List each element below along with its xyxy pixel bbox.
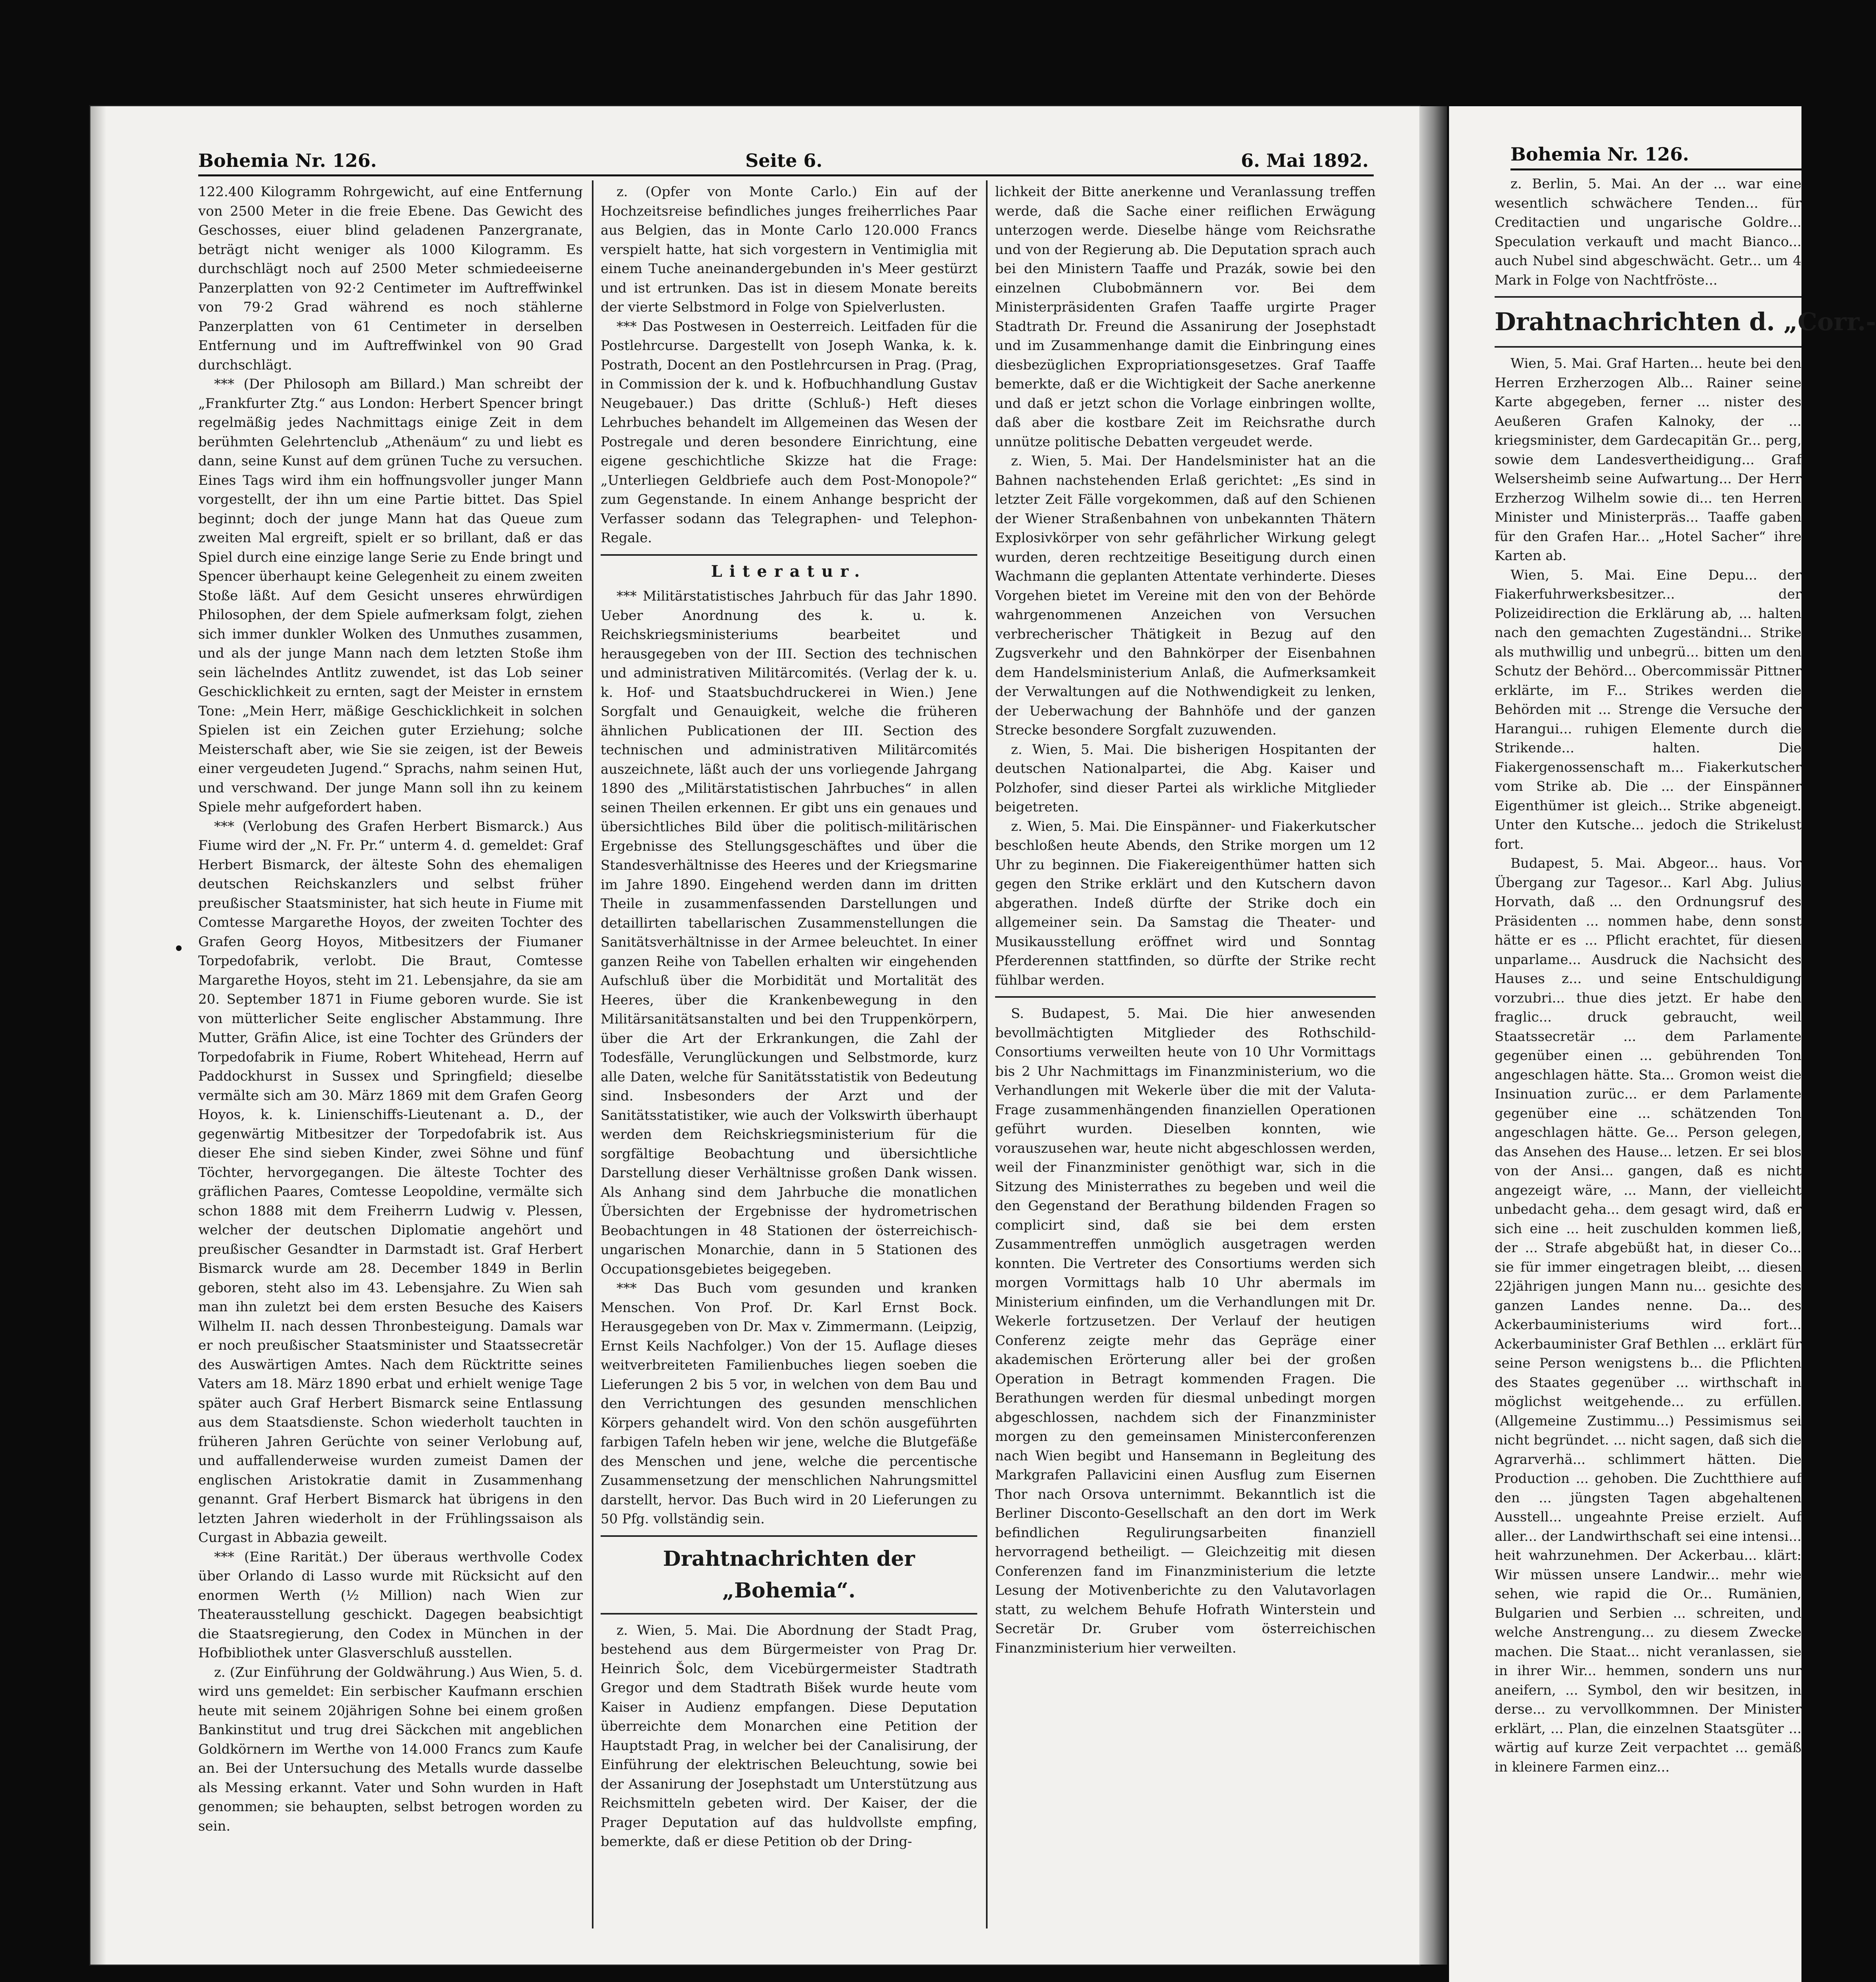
article-verlobung-bismarck: *** (Verlobung des Grafen Herbert Bismarck.) Aus Fiume wird der „N. Fr. Pr.“ unterm 4. d. gemeldet: Graf Herbert Bismarck, der älteste Sohn des ehemaligen deutschen Reichskanzlers und selbst früher preußischer Staatsminister, hat sich heute in Fiume mit Comtesse Margarethe Hoyos, der zweiten Tochter des Grafen Georg Hoyos, Mitbesitzers der Fiumaner Torpedofabrik, verlobt. Die Braut, Comtesse Margarethe Hoyos, steht im 21. Lebensjahre, da sie am 20. September 1871 in Fiume geboren wurde. Sie ist von mütterlicher Seite englischer Abstammung. Ihre Mutter, Gräfin Alice, ist eine Tochter des Gründers der Torpedofabrik in Fiume, Robert Whitehead, Herrn auf Paddockhurst in Sussex und Springfield; dieselbe vermälte sich am 30. März 1869 mit dem Grafen Georg Hoyos, k. k. Linienschiffs-Lieutenant a. D., der gegenwärtig Mitbesitzer der Torpedofabrik ist. Aus dieser Ehe sind sieben Kinder, zwei Söhne und fünf Töchter, hervorgegangen. Die älteste Tochter des gräflichen Paares, Comtesse Leopoldine, vermälte sich schon 1888 mit dem Freiherrn Ludwig v. Plessen, welcher der deutschen Diplomatie angehört und preußischer Gesandter in Darmstadt ist. Graf Herbert Bismarck wurde am 28. December 1849 in Berlin geboren, steht also im 43. Lebensjahre. Zu Wien sah man ihn zuletzt bei dem ersten Besuche des Kaisers Wilhelm II. nach dessen Thronbesteigung. Damals war er noch preußischer Staatsminister und Staatssecretär des Auswärtigen Amtes. Nach dem Rücktritte seines Vaters am 18. März 1890 erbat und erhielt wenige Tage später auch Graf Herbert Bismarck seine Entlassung aus dem Staatsdienste. Schon wiederholt tauchten in früheren Jahren Gerüchte von seiner Verlobung auf, und auffallenderweise wurden zumeist Damen der englischen Aristokratie damit in Zusammenhang genannt. Graf Herbert Bismarck hat übrigens in den letzten Jahren wiederholt in der Frühlingssaison als Curgast in Abbazia geweilt. xyxy=(198,818,583,1546)
section-rule xyxy=(601,554,977,556)
column-rule-2 xyxy=(986,180,988,1928)
telegram-handelsminister: z. Wien, 5. Mai. Der Handelsminister hat an die Bahnen nachstehenden Erlaß gerichtet: „Es sind in letzter Zeit Fälle vorgekommen, daß auf den Schienen der Wiener Straßenbahnen von unbekannten Thätern Explosivkörper von sehr gefährlicher Wirkung gelegt wurden, deren rechtzeitige Beseitigung durch einen Wachmann die geplanten Attentate verhinderte. Dieses Vorgehen bietet im Vereine mit den von der Behörde wahrgenommenen Anzeichen von Versuchen verbrecherischer Thätigkeit in Bezug auf den Zugsverkehr und den Bahnkörper der Eisenbahnen dem Handelsministerium Anlaß, die Aufmerksamkeit der Verwaltungen auf die Nothwendigkeit zu lenken, der Ueberwachung der Bahnhöfe und der ganzen Strecke besondere Sorgfalt zuzuwenden. xyxy=(995,453,1376,738)
section-rule xyxy=(995,996,1376,998)
drahtnachrichten-heading: Drahtnachrichten der „Bohemia“. xyxy=(663,1546,915,1603)
telegram-hospitanten: z. Wien, 5. Mai. Die bisherigen Hospitanten der deutschen Nationalpartei, die Abg. Kaiser und Polzhofer, sind dieser Partei als wirkliche Mitglieder beigetreten. xyxy=(995,741,1376,815)
right-column xyxy=(1495,174,1876,1966)
right-masthead: Bohemia Nr. 126. xyxy=(1510,143,1689,165)
section-rule xyxy=(1495,296,1801,298)
article-monte-carlo: z. (Opfer von Monte Carlo.) Ein auf der Hochzeitsreise befindliches junges freiherrliches Paar aus Belgien, das in Monte Carlo 120.000 Francs verspielt hatte, hat sich vorgestern in Ventimiglia mit einem Tuche aneinandergebunden in's Meer gestürzt und ist ertrunken. Das ist in diesem Monate bereits der vierte Selbstmord in Folge von Spielverlusten. xyxy=(601,184,977,315)
issue-date: 6. Mai 1892. xyxy=(1241,150,1369,171)
column-rule-1 xyxy=(592,180,593,1928)
margin-mark xyxy=(176,945,182,951)
telegram-budapest-rothschild: S. Budapest, 5. Mai. Die hier anwesenden bevollmächtigten Mitglieder des Rothschild-Consortiums verweilten heute von 10 Uhr Vormittags bis 2 Uhr Nachmittags im Finanzministerium, wo die Verhandlungen mit Wekerle über die mit der Valuta-Frage zusammenhängenden finanziellen Operationen geführt wurden. Dieselben konnten, wie vorauszusehen war, heute nicht abgeschlossen werden, weil der Finanzminister genöthigt war, sich in die Sitzung des Ministerrathes zu begeben und weil die den Gegenstand der Berathung bildenden Fragen so complicirt sind, daß sie bei dem ersten Zusammentreffen unmöglich ausgetragen werden konnten. Die Vertreter des Consortiums werden sich morgen Vormittags halb 10 Uhr abermals im Ministerium einfinden, um die Verhandlungen mit Dr. Wekerle fortzusetzen. Der Verlauf der heutigen Conferenz zeigte mehr das Gepräge einer akademischen Erörterung aller bei der großen Operation in Betragt kommenden Fragen. Die Berathungen werden für diesmal unbedingt morgen abgeschlossen, nachdem sich der Finanzminister morgen zu den gemeinsamen Ministerconferenzen nach Wien begibt und Hansemann in Begleitung des Markgrafen Pallavicini einen Ausflug zum Eisernen Thor nach Orsova unternimmt. Bekanntlich ist die Berliner Disconto-Gesellschaft an den dort im Werk befindlichen Regulirungsarbeiten finanziell hervorragend betheiligt. — Gleichzeitig mit diesen Conferenzen fand im Finanzministerium die letzte Lesung der Motivenberichte zu den Valutavorlagen statt, zu welchem Behufe Hofrath Winterstein und Secretär Dr. Gruber vom österreichischen Finanzministerium hier verweilten. xyxy=(995,1006,1376,1656)
literatur-heading: Literatur. xyxy=(711,562,867,581)
article-panzergeschuetz: 122.400 Kilogramm Rohrgewicht, auf eine Entfernung von 2500 Meter in die freie Ebene. Das Gewicht des Geschosses, eiuer blind geladenen Panzergranate, beträgt nicht weniger als 1000 Kilogramm. Es durchschlägt noch auf 2500 Meter schmiedeeiserne Panzerplatten von 92·2 Centimeter im Auftreffwinkel von 79·2 Grad während es noch stählerne Panzerplatten von 61 Centimeter in derselben Entfernung und im Auftreffwinkel von 90 Grad durchschlägt. xyxy=(198,184,583,373)
review-militaerstatistik: *** Militärstatistisches Jahrbuch für das Jahr 1890. Ueber Anordnung des k. u. k. Reichskriegsministeriums bearbeitet und herausgegeben von der III. Section des technischen und administrativen Militärcomités. (Verlag der k. u. k. Hof- und Staatsbuchdruckerei in Wien.) Jene Sorgfalt und Genauigkeit, welche die früheren ähnlichen Publicationen der III. Section des technischen und administrativen Militärcomités auszeichnete, läßt auch der uns vorliegende Jahrgang 1890 des „Militärstatistischen Jahrbuches“ in allen seinen Theilen erkennen. Er gibt uns ein genaues und übersichtliches Bild über die politisch-militärischen Ergebnisse des Stellungsgeschäftes und über die Standesverhältnisse des Heeres und der Kriegsmarine im Jahre 1890. Eingehend werden dann im dritten Theile in zusammenfassenden Darstellungen und detaillirten tabellarischen Zusammenstellungen die Sanitätsverhältnisse in der Armee beleuchtet. In einer ganzen Reihe von Tabellen erhalten wir eingehenden Aufschluß über die Morbidität und Mortalität des Heeres, über die Krankenbewegung in den Militärsanitätsanstalten und bei den Truppenkörpern, über die Art der Erkrankungen, die Zahl der Todesfälle, Verunglückungen und Selbstmorde, kurz alle Daten, welche für Sanitätsstatistik von Bedeutung sind. Insbesonders der Arzt und der Sanitätsstatistiker, wie auch der Volkswirth überhaupt werden dem Reichskriegsministerium für die sorgfältige Beobachtung und übersichtliche Darstellung dieser Verhältnisse großen Dank wissen. Als Anhang sind dem Jahrbuche die monatlichen Übersichten der Ergebnisse der hydrometrischen Beobachtungen in 48 Stationen der österreichisch-ungarischen Monarchie, dann in 5 Stationen des Occupationsgebietes beigegeben. xyxy=(601,588,977,1277)
article-raritaet: *** (Eine Rarität.) Der überaus werthvolle Codex über Orlando di Lasso wurde mit Rücksicht auf den enormen Werth (½ Million) nach Wien zur Theaterausstellung geschickt. Dagegen beabsichtigt die Staatsregierung, den Codex in München in der Hofbibliothek unter Glasverschluß ausstellen. xyxy=(198,1549,583,1661)
review-buch-gesunden-menschen: *** Das Buch vom gesunden und kranken Menschen. Von Prof. Dr. Karl Ernst Bock. Herausgegeben von Dr. Max v. Zimmermann. (Leipzig, Ernst Keils Nachfolger.) Von der 15. Auflage dieses weitverbreiteten Familienbuches liegen soeben die Lieferungen 2 bis 5 vor, in welchen von dem Bau und den Verrichtungen des gesunden menschlichen Körpers gehandelt wird. Von den schön ausgeführten farbigen Tafeln heben wir jene, welche die Blutgefäße des Menschen und jene, welche die percentische Zusammensetzung der menschlichen Nahrungsmittel darstellt, hervor. Das Buch wird in 20 Lieferungen zu 50 Pfg. vollständig sein. xyxy=(601,1280,977,1527)
telegram-continuation: lichkeit der Bitte anerkenne und Veranlassung treffen werde, daß die Sache einer reiflichen Erwägung unterzogen werde. Dieselbe hänge vom Reichsrathe und von der Regierung ab. Die Deputation sprach auch bei den Ministern Taaffe und Prazák, sowie bei den einzelnen Clubobmännern vor. Bei dem Ministerpräsidenten Grafen Taaffe urgirte Prager Stadtrath Dr. Freund die Assanirung der Josephstadt und im Zusammenhange damit die Einbringung eines diesbezüglichen Expropriationsgesetzes. Graf Taaffe bemerkte, daß er die Wichtigkeit der Sache anerkenne und daß er jetzt schon die Vorlage einbringen wollte, daß aber die kostbare Zeit im Reichsrathe durch unnütze politische Debatten vergeudet werde. xyxy=(995,184,1376,450)
page-number: Seite 6. xyxy=(745,150,823,171)
article-postwesen: *** Das Postwesen in Oesterreich. Leitfaden für die Postlehrcurse. Dargestellt von Joseph Wanka, k. k. Postrath, Docent an den Postlehrcursen in Prag. (Prag, in Commission der k. und k. Hofbuchhandlung Gustav Neugebauer.) Das dritte (Schluß-) Heft dieses Lehrbuches behandelt im Allgemeinen das Wesen der Postregale und deren besondere Einrichtung, eine eigene geschichtliche Skizze hat die Frage: „Unterliegen Geldbriefe auch dem Post-Monopole?“ zum Gegenstande. In einem Anhange bespricht der Verfasser sodann das Telegraphen- und Telephon-Regale. xyxy=(601,318,977,546)
column-1 xyxy=(198,182,583,1919)
right-drahtnachrichten-heading: Drahtnachrichten d. „Corr.- xyxy=(1495,307,1876,336)
page-edge-shadow xyxy=(90,106,106,1965)
telegram-fiaker-strike: z. Wien, 5. Mai. Die Einspänner- und Fiakerkutscher beschloßen heute Abends, den Strike morgen um 12 Uhr zu beginnen. Die Fiakereigenthümer hatten sich gegen den Strike erklärt und den Kutschern davon abgerathen. Indeß dürfte der Strike doch ein allgemeiner sein. Da Samstag die Theater- und Musikausstellung eröffnet wird und Sonntag Pferderennen stattfinden, so dürfte der Strike recht fühlbar werden. xyxy=(995,818,1376,988)
right-telegram-berlin: z. Berlin, 5. Mai. An der ... war eine wesentlich schwächere Tenden... für Creditactien und ungarische Goldre... Speculation verkauft und macht Bianco... auch Nubel sind abgeschwächt. Getr... um 4 Mark in Folge von Nachtfröste... xyxy=(1495,176,1801,288)
article-goldwaehrung: z. (Zur Einführung der Goldwährung.) Aus Wien, 5. d. wird uns gemeldet: Ein serbischer Kaufmann erschien heute mit seinem 20jährigen Sohne bei einem großen Bankinstitut und trug drei Säckchen mit angeblichen Goldkörnern im Werthe von 14.000 Francs zum Kaufe an. Bei der Untersuchung des Metalls wurde dasselbe als Messing erkannt. Vater und Sohn wurden in Haft genommen; sie behaupten, selbst betrogen worden zu sein. xyxy=(198,1664,583,1834)
right-telegram-wien-harten: Wien, 5. Mai. Graf Harten... heute bei den Herren Erzherzogen Alb... Rainer seine Karte abgegeben, ferner ... nister des Aeußeren Grafen Kalnoky, der ... kriegsminister, dem Gardecapitän Gr... perg, sowie dem Landesvertheidigung... Graf Welsersheimb seine Aufwartung... Der Herr Erzherzog Wilhelm sowie di... ten Herren Minister und Ministerpräs... Taaffe gaben für den Grafen Har... „Hotel Sacher“ ihre Karten ab. xyxy=(1495,356,1801,564)
masthead: Bohemia Nr. 126. xyxy=(198,150,377,171)
right-telegram-budapest: Budapest, 5. Mai. Abgeor... haus. Vor Übergang zur Tagesor... Karl Abg. Julius Horvath, daß ... den Ordnungsruf des Präsidenten ... nommen habe, denn sonst hätte er es ... Pflicht erachtet, für diesen unparlame... Ausdruck die Nachsicht des Hauses z... und seine Entschuldigung vorzubri... thue dies jetzt. Er habe den fraglic... druck gebraucht, weil Staatssecretär ... dem Parlamente gegenüber einen ... gebührenden Ton angeschlagen hätte. Sta... Gromon weist die Insinuation zurüc... er dem Parlamente gegenüber eine ... schätzenden Ton angeschlagen hätte. Ge... Person gelegen, das Ansehen des Hause... letzen. Er sei blos von der Ansi... gangen, daß es nicht angezeigt wäre, ... Mann, der vielleicht unbedacht geha... dem gesagt wird, daß er sich eine ... heit zuschulden kommen ließ, der ... Strafe abgebüßt hat, in dieser Co... sie für immer eingetragen bleibt, ... diesen 22jährigen jungen Mann nu... gesichte des ganzen Landes nenne. Da... des Ackerbauministeriums wird fort... Ackerbauminister Graf Bethlen ... erklärt für seine Person wenigstens b... die Pflichten des Staates gegenüber ... wirthschaft in möglichst weitgehende... zu erfüllen. (Allgemeine Zustimmu...) Pessimismus sei nicht begründet. ... nicht sagen, daß sich die Agrarverhä... schlimmert hätten. Die Production ... gehoben. Die Zuchtthiere auf den ... jüngsten Tagen abgehaltenen Ausstell... ungeahnte Preise erzielt. Auf aller... der Landwirthschaft sei eine intensi... heit wahrzunehmen. Der Ackerbau... klärt: Wir müssen unsere Landwir... mehr wie sehen, wie rapid die Or... Rumänien, Bulgarien und Serbien ... schreiten, und welche Anstrengung... zu diesem Zwecke machen. Die Staat... nicht veranlassen, sie in ihrer Wir... hemmen, sondern uns nur aneifern, ... Symbol, den wir besitzen, in derse... zu vervollkommnen. Der Minister erklärt, ... Plan, die einzelnen Staatsgüter ... wärtig auf kurze Zeit verpachtet ... gemäß in kleinere Farmen einz... xyxy=(1495,855,1801,1775)
right-header-rule xyxy=(1510,168,1801,170)
book-spine xyxy=(1419,106,1447,1965)
section-rule xyxy=(601,1613,977,1615)
header-rule xyxy=(198,174,1374,176)
column-3 xyxy=(995,182,1376,1919)
right-telegram-wien-fiaker: Wien, 5. Mai. Eine Depu... der Fiakerfuhrwerksbesitzer... der Polizeidirection die Erklärung ab, ... halten nach den gemachten Zugeständni... Strike als muthwillig und unbegrü... bitten um den Schutz der Behörd... Obercommissär Pittner erklärte, im F... Strikes werden die Behörden mit ... Strenge die Versuche der Harangui... ruhigen Elemente durch die Strikende... halten. Die Fiakergenossenschaft m... Fiakerkutscher vom Strike ab. Die ... der Einspänner Eigenthümer ist gleich... Strike abgeneigt. Unter den Kutsche... jedoch die Strikelust fort. xyxy=(1495,567,1801,852)
section-rule xyxy=(1495,346,1801,348)
column-2 xyxy=(601,182,977,1919)
section-rule xyxy=(601,1535,977,1537)
telegram-wien-prag-deputation: z. Wien, 5. Mai. Die Abordnung der Stadt Prag, bestehend aus dem Bürgermeister von Prag Dr. Heinrich Šolc, dem Vicebürgermeister Stadtrath Gregor und dem Stadtrath Bišek wurde heute vom Kaiser in Audienz empfangen. Diese Deputation überreichte dem Monarchen eine Petition der Hauptstadt Prag, in welcher bei der Canalisirung, der Einführung der elektrischen Beleuchtung, sowie bei der Assanirung der Josephstadt um Unterstützung aus Reichsmitteln gebeten wird. Der Kaiser, der die Prager Deputation auf das huldvollste empfing, bemerkte, daß er diese Petition ob der Dring- xyxy=(601,1622,977,1850)
article-philosoph-billard: *** (Der Philosoph am Billard.) Man schreibt der „Frankfurter Ztg.“ aus London: Herbert Spencer bringt regelmäßig jedes Nachmittags einige Zeit in dem berühmten Gelehrtenclub „Athenäum“ zu und liebt es dann, seine Kunst auf dem grünen Tuche zu versuchen. Eines Tags wird ihm ein hoffnungsvoller junger Mann vorgestellt, der ihn um eine Partie bittet. Das Spiel beginnt; doch der junge Mann hat das Queue zum zweiten Mal ergreift, spielt er so brillant, daß er das Spiel durch eine einzige lange Serie zu Ende bringt und Spencer überhaupt keine Gelegenheit zu einem zweiten Stoße läßt. Auf dem Gesicht unseres ehrwürdigen Philosophen, der dem Spiele aufmerksam folgt, ziehen sich immer dunkler Wolken des Unmuthes zusammen, und als der junge Mann nach dem letzten Stoße ihm sein lächelndes Antlitz zuwendet, ist das Lob seiner Geschicklichkeit zu ernten, sagt der Meister in ernstem Tone: „Mein Herr, mäßige Geschicklichkeit in solchen Spielen ist ein Zeichen guter Erziehung; solche Meisterschaft aber, wie Sie sie zeigen, ist der Beweis einer vergeudeten Jugend.“ Sprachs, nahm seinen Hut, und verschwand. Der junge Mann soll ihn zu keinem Spiele mehr aufgefordert haben. xyxy=(198,376,583,815)
